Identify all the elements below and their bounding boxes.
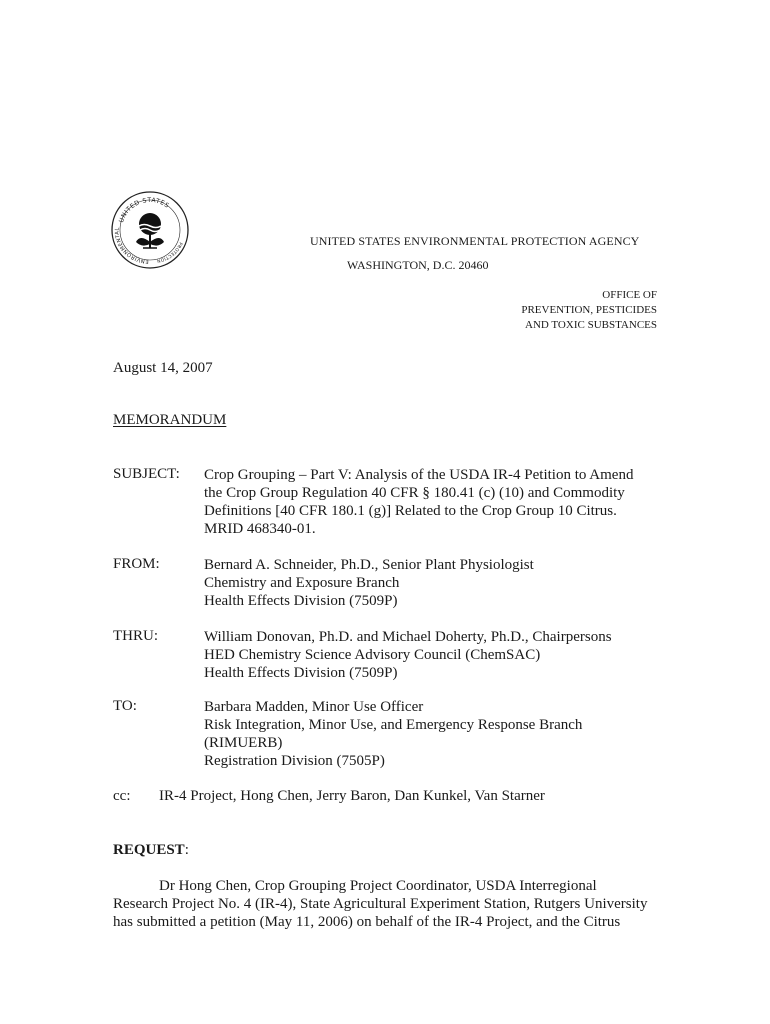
office-line: OFFICE OF xyxy=(602,289,657,301)
agency-name: UNITED STATES ENVIRONMENTAL PROTECTION AGENCY xyxy=(310,234,640,248)
cc-label: cc: xyxy=(113,788,131,804)
request-label: REQUEST xyxy=(113,842,185,858)
paragraph-line: Dr Hong Chen, Crop Grouping Project Coordinator, USDA Interregional xyxy=(159,878,597,894)
office-line: AND TOXIC SUBSTANCES xyxy=(525,319,657,331)
from-line: Chemistry and Exposure Branch xyxy=(204,575,400,591)
seal-text-left: ENVIRONMENTAL xyxy=(114,227,149,265)
paragraph-line: Research Project No. 4 (IR-4), State Agricultural Experiment Station, Rutgers University xyxy=(113,896,648,912)
to-line: Registration Division (7505P) xyxy=(204,753,385,769)
subject-line: Definitions [40 CFR 180.1 (g)] Related to the Crop Group 10 Citrus. xyxy=(204,503,617,519)
to-label: TO: xyxy=(113,698,137,714)
to-line: (RIMUERB) xyxy=(204,735,283,751)
subject-line: MRID 468340-01. xyxy=(204,521,316,537)
memo-date: August 14, 2007 xyxy=(113,360,213,376)
request-heading xyxy=(113,842,189,859)
thru-label: THRU: xyxy=(113,628,158,644)
from-line: Bernard A. Schneider, Ph.D., Senior Plant Physiologist xyxy=(204,557,534,573)
to-line: Barbara Madden, Minor Use Officer xyxy=(204,699,424,715)
from-text xyxy=(204,556,534,610)
seal-text-top: UNITED STATES xyxy=(118,196,171,224)
cc-recipients: IR-4 Project, Hong Chen, Jerry Baron, Dan Kunkel, Van Starner xyxy=(159,788,545,804)
seal-text-right: PROTECTION xyxy=(156,241,183,263)
epa-seal-logo xyxy=(110,190,190,270)
thru-line: HED Chemistry Science Advisory Council (ChemSAC) xyxy=(204,647,541,663)
agency-address: WASHINGTON, D.C. 20460 xyxy=(347,258,489,272)
from-line: Health Effects Division (7509P) xyxy=(204,593,398,609)
subject-line: Crop Grouping – Part V: Analysis of the USDA IR-4 Petition to Amend xyxy=(204,467,634,483)
to-text xyxy=(204,698,582,770)
thru-line: Health Effects Division (7509P) xyxy=(204,665,398,681)
paragraph-line: has submitted a petition (May 11, 2006) on behalf of the IR-4 Project, and the Citrus xyxy=(113,914,621,930)
from-label: FROM: xyxy=(113,556,160,572)
thru-text xyxy=(204,628,612,682)
to-line: Risk Integration, Minor Use, and Emergency Response Branch xyxy=(204,717,583,733)
subject-label: SUBJECT: xyxy=(113,466,180,482)
thru-line: William Donovan, Ph.D. and Michael Doherty, Ph.D., Chairpersons xyxy=(204,629,612,645)
memo-title: MEMORANDUM xyxy=(113,412,227,428)
office-name xyxy=(521,288,657,333)
office-line: PREVENTION, PESTICIDES xyxy=(521,304,657,316)
subject-text xyxy=(204,466,633,538)
subject-line: the Crop Group Regulation 40 CFR § 180.41 (c) (10) and Commodity xyxy=(204,485,625,501)
request-colon: : xyxy=(184,842,189,858)
request-paragraph xyxy=(113,877,647,931)
